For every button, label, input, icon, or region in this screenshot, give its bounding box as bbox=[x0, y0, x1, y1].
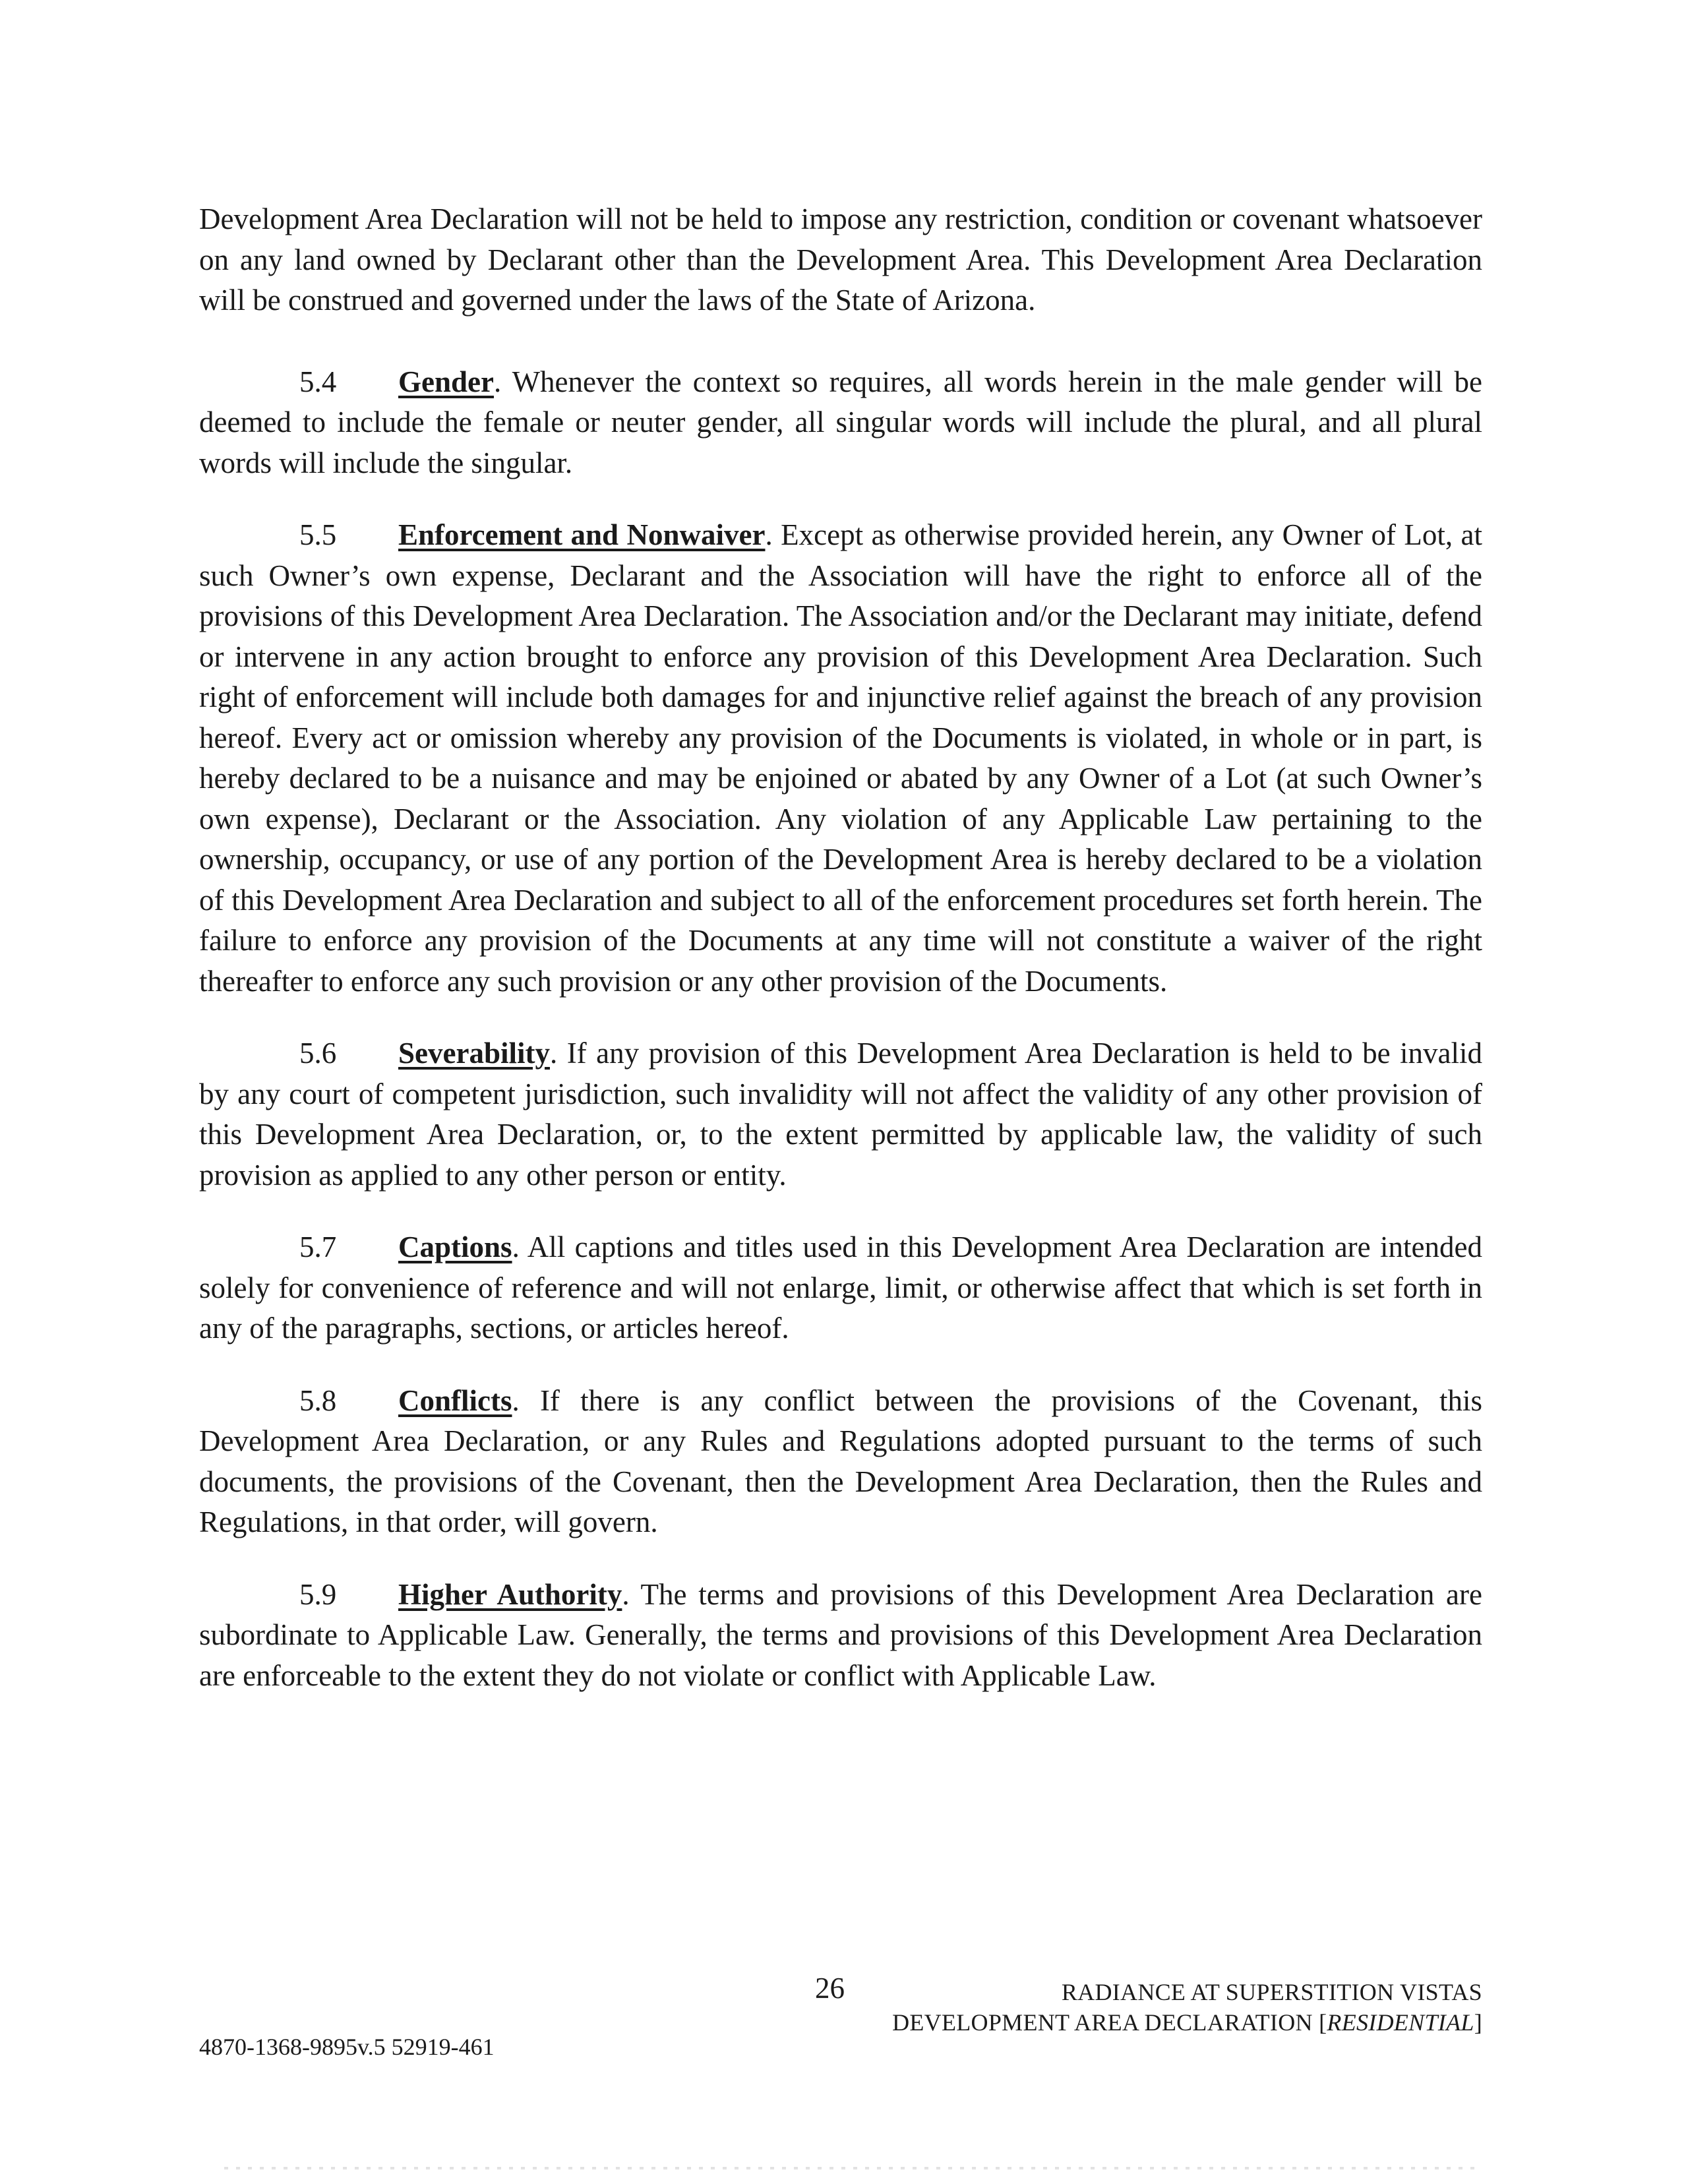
document-body bbox=[199, 199, 1482, 1728]
section-title: Higher Authority bbox=[398, 1577, 622, 1611]
section-title: Gender bbox=[398, 365, 494, 398]
section-5-8 bbox=[199, 1381, 1482, 1543]
document-id: 4870-1368-9895v.5 52919-461 bbox=[199, 2034, 495, 2060]
section-title: Severability bbox=[398, 1037, 550, 1070]
section-text: . If any provision of this Development Area Declaration is held to be invalid by any court of competent jurisdiction, such invalidity will not affect the validity of any other provision of this Development Area Declaration, or, to the extent permitted by applicable law, the validity of such provision as applied to any other person or entity. bbox=[199, 1037, 1482, 1192]
section-number: 5.9 bbox=[299, 1577, 337, 1611]
scan-artifact bbox=[224, 2167, 1477, 2169]
page-number: 26 bbox=[815, 1972, 845, 2005]
section-title: Captions bbox=[398, 1230, 512, 1263]
section-number: 5.6 bbox=[299, 1037, 337, 1070]
footer-document-title bbox=[892, 1977, 1482, 2038]
section-number: 5.7 bbox=[299, 1230, 337, 1263]
footer-title-suffix: ] bbox=[1474, 2009, 1482, 2036]
footer-title-prefix: DEVELOPMENT AREA DECLARATION [ bbox=[892, 2009, 1327, 2036]
section-text: . Except as otherwise provided herein, any Owner of Lot, at such Owner’s own expense, Declarant and the Association will have the right to enforce all of the provisions of this Development Area Declaration. The Association and/or the Declarant may initiate, defend or intervene in any action brought to enforce any provision of this Development Area Declaration. Such right of enforcement will include both damages for and injunctive relief against the breach of any provision hereof. Every act or omission whereby any provision of the Documents is violated, in whole or in part, is hereby declared to be a nuisance and may be enjoined or abated by any Owner of a Lot (at such Owner’s own expense), Declarant or the Association. Any violation of any Applicable Law pertaining to the ownership, occupancy, or use of any portion of the Development Area is hereby declared to be a violation of this Development Area Declaration and subject to all of the enforcement procedures set forth herein. The failure to enforce any provision of the Documents at any time will not constitute a waiver of the right thereafter to enforce any such provision or any other provision of the Documents. bbox=[199, 518, 1482, 998]
section-5-9 bbox=[199, 1575, 1482, 1697]
section-number: 5.4 bbox=[299, 365, 337, 398]
section-title: Enforcement and Nonwaiver bbox=[398, 518, 766, 551]
section-number: 5.5 bbox=[299, 518, 337, 551]
footer-title-italic: RESIDENTIAL bbox=[1327, 2009, 1474, 2036]
section-5-4 bbox=[199, 362, 1482, 484]
section-5-6 bbox=[199, 1033, 1482, 1196]
section-text: . All captions and titles used in this Development Area Declaration are intended solely for convenience of reference and will not enlarge, limit, or otherwise affect that which is set forth in any of the paragraphs, sections, or articles hereof. bbox=[199, 1230, 1482, 1345]
footer-title-line2 bbox=[892, 2007, 1482, 2038]
section-5-5 bbox=[199, 515, 1482, 1002]
section-number: 5.8 bbox=[299, 1383, 337, 1417]
footer-title-line1: RADIANCE AT SUPERSTITION VISTAS bbox=[1061, 1979, 1482, 2005]
section-text: . Whenever the context so requires, all words herein in the male gender will be deemed to include the female or neuter gender, all singular words will include the plural, and all plural words will include the singular. bbox=[199, 365, 1482, 479]
section-5-7 bbox=[199, 1227, 1482, 1349]
section-title: Conflicts bbox=[398, 1383, 512, 1417]
section-text: . The terms and provisions of this Development Area Declaration are subordinate to Applicable Law. Generally, the terms and provisions of this Development Area Declaration are enforceable to the extent they do not violate or conflict with Applicable Law. bbox=[199, 1577, 1482, 1692]
intro-paragraph: Development Area Declaration will not be held to impose any restriction, condition or covenant whatsoever on any land owned by Declarant other than the Development Area. This Development Area Declaration will be construed and governed under the laws of the State of Arizona. bbox=[199, 202, 1482, 317]
section-text: . If there is any conflict between the provisions of the Covenant, this Development Area Declaration, or any Rules and Regulations adopted pursuant to the terms of such documents, the provisions of the Covenant, then the Development Area Declaration, then the Rules and Regulations, in that order, will govern. bbox=[199, 1383, 1482, 1538]
